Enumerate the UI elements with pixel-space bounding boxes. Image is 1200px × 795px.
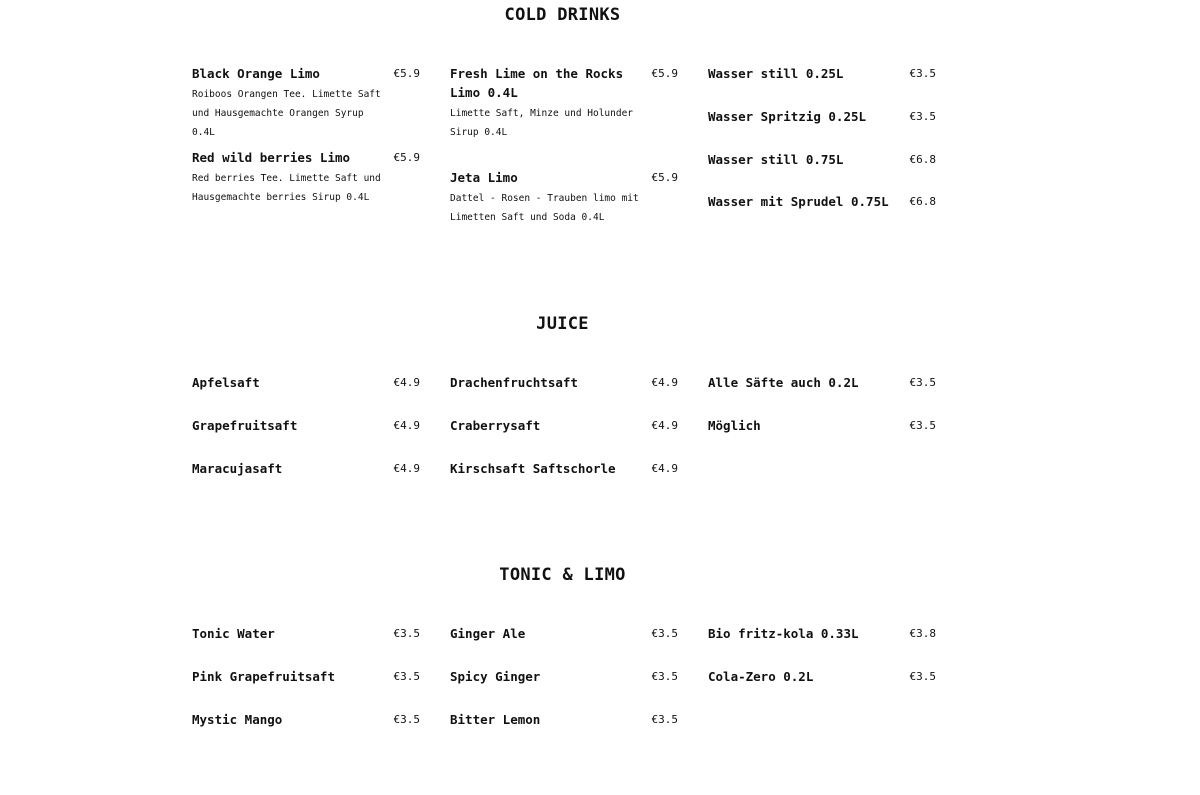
item-name: Grapefruitsaft: [192, 418, 298, 433]
item-price: €3.5: [909, 110, 936, 123]
menu-item: [708, 192, 936, 211]
item-name: Wasser Spritzig 0.25L: [708, 109, 867, 124]
menu-item: [192, 667, 420, 686]
item-price: €4.9: [651, 462, 678, 475]
menu-item: [192, 373, 420, 392]
item-name: Wasser still 0.25L: [708, 66, 844, 81]
item-name: Craberrysaft: [450, 418, 541, 433]
menu-item: [450, 710, 678, 729]
menu-item: [192, 624, 420, 643]
item-name: Black Orange Limo: [192, 66, 320, 81]
item-name: Apfelsaft: [192, 375, 260, 390]
section-title-cold-drinks: COLD DRINKS: [504, 5, 621, 25]
item-price: €4.9: [393, 376, 420, 389]
item-price: €3.5: [393, 670, 420, 683]
item-name: Red wild berries Limo: [192, 150, 351, 165]
item-name: Mystic Mango: [192, 712, 283, 727]
section-title-juice: JUICE: [536, 314, 589, 334]
item-name: Bio fritz-kola 0.33L: [708, 626, 859, 641]
item-name: Drachenfruchtsaft: [450, 375, 578, 390]
menu-item: [192, 710, 420, 729]
menu-item: [450, 64, 678, 142]
menu-item: [708, 667, 936, 686]
item-price: €3.5: [651, 627, 678, 640]
item-price: €3.5: [909, 376, 936, 389]
item-description: Red berries Tee. Limette Saft und Hausgemachte berries Sirup 0.4L: [192, 173, 381, 203]
item-price: €3.8: [909, 627, 936, 640]
item-price: €5.9: [651, 171, 678, 184]
section-title-tonic-limo: TONIC & LIMO: [499, 565, 626, 585]
item-price: €5.9: [393, 151, 420, 164]
item-name: Fresh Lime on the Rocks Limo 0.4L: [450, 66, 624, 100]
item-price: €6.8: [909, 153, 936, 166]
menu-item: [450, 373, 678, 392]
item-price: €3.5: [909, 670, 936, 683]
item-price: €5.9: [651, 67, 678, 80]
item-price: €3.5: [909, 67, 936, 80]
item-name: Wasser still 0.75L: [708, 152, 844, 167]
item-price: €3.5: [393, 713, 420, 726]
item-name: Möglich: [708, 418, 761, 433]
item-description: Limette Saft, Minze und Holunder Sirup 0.4L: [450, 108, 634, 138]
menu-item: [192, 459, 420, 478]
menu-item: [708, 64, 936, 83]
menu-item: [450, 667, 678, 686]
item-description: Roiboos Orangen Tee. Limette Saft und Hausgemachte Orangen Syrup 0.4L: [192, 89, 381, 138]
item-price: €4.9: [393, 462, 420, 475]
menu-item: [450, 416, 678, 435]
menu-item: [708, 624, 936, 643]
item-name: Maracujasaft: [192, 461, 283, 476]
item-price: €3.5: [651, 713, 678, 726]
item-price: €3.5: [393, 627, 420, 640]
item-name: Bitter Lemon: [450, 712, 541, 727]
menu-item: [708, 107, 936, 126]
menu-item: [708, 373, 936, 392]
item-name: Pink Grapefruitsaft: [192, 669, 335, 684]
menu-item: [450, 459, 678, 478]
item-price: €4.9: [651, 376, 678, 389]
menu-item: [708, 416, 936, 435]
menu-item: [450, 168, 678, 227]
item-name: Jeta Limo: [450, 170, 518, 185]
item-name: Tonic Water: [192, 626, 275, 641]
item-name: Cola-Zero 0.2L: [708, 669, 814, 684]
item-name: Kirschsaft Saftschorle: [450, 461, 616, 476]
item-price: €4.9: [651, 419, 678, 432]
item-name: Wasser mit Sprudel 0.75L: [708, 194, 889, 209]
menu-item: [192, 64, 420, 142]
menu-item: [192, 148, 420, 207]
item-price: €5.9: [393, 67, 420, 80]
item-description: Dattel - Rosen - Trauben limo mit Limetten Saft und Soda 0.4L: [450, 193, 639, 223]
menu-item: [708, 150, 936, 169]
item-name: Ginger Ale: [450, 626, 526, 641]
item-name: Spicy Ginger: [450, 669, 541, 684]
item-price: €3.5: [651, 670, 678, 683]
item-price: €6.8: [909, 195, 936, 208]
item-name: Alle Säfte auch 0.2L: [708, 375, 859, 390]
menu-item: [450, 624, 678, 643]
item-price: €4.9: [393, 419, 420, 432]
item-price: €3.5: [909, 419, 936, 432]
menu-item: [192, 416, 420, 435]
